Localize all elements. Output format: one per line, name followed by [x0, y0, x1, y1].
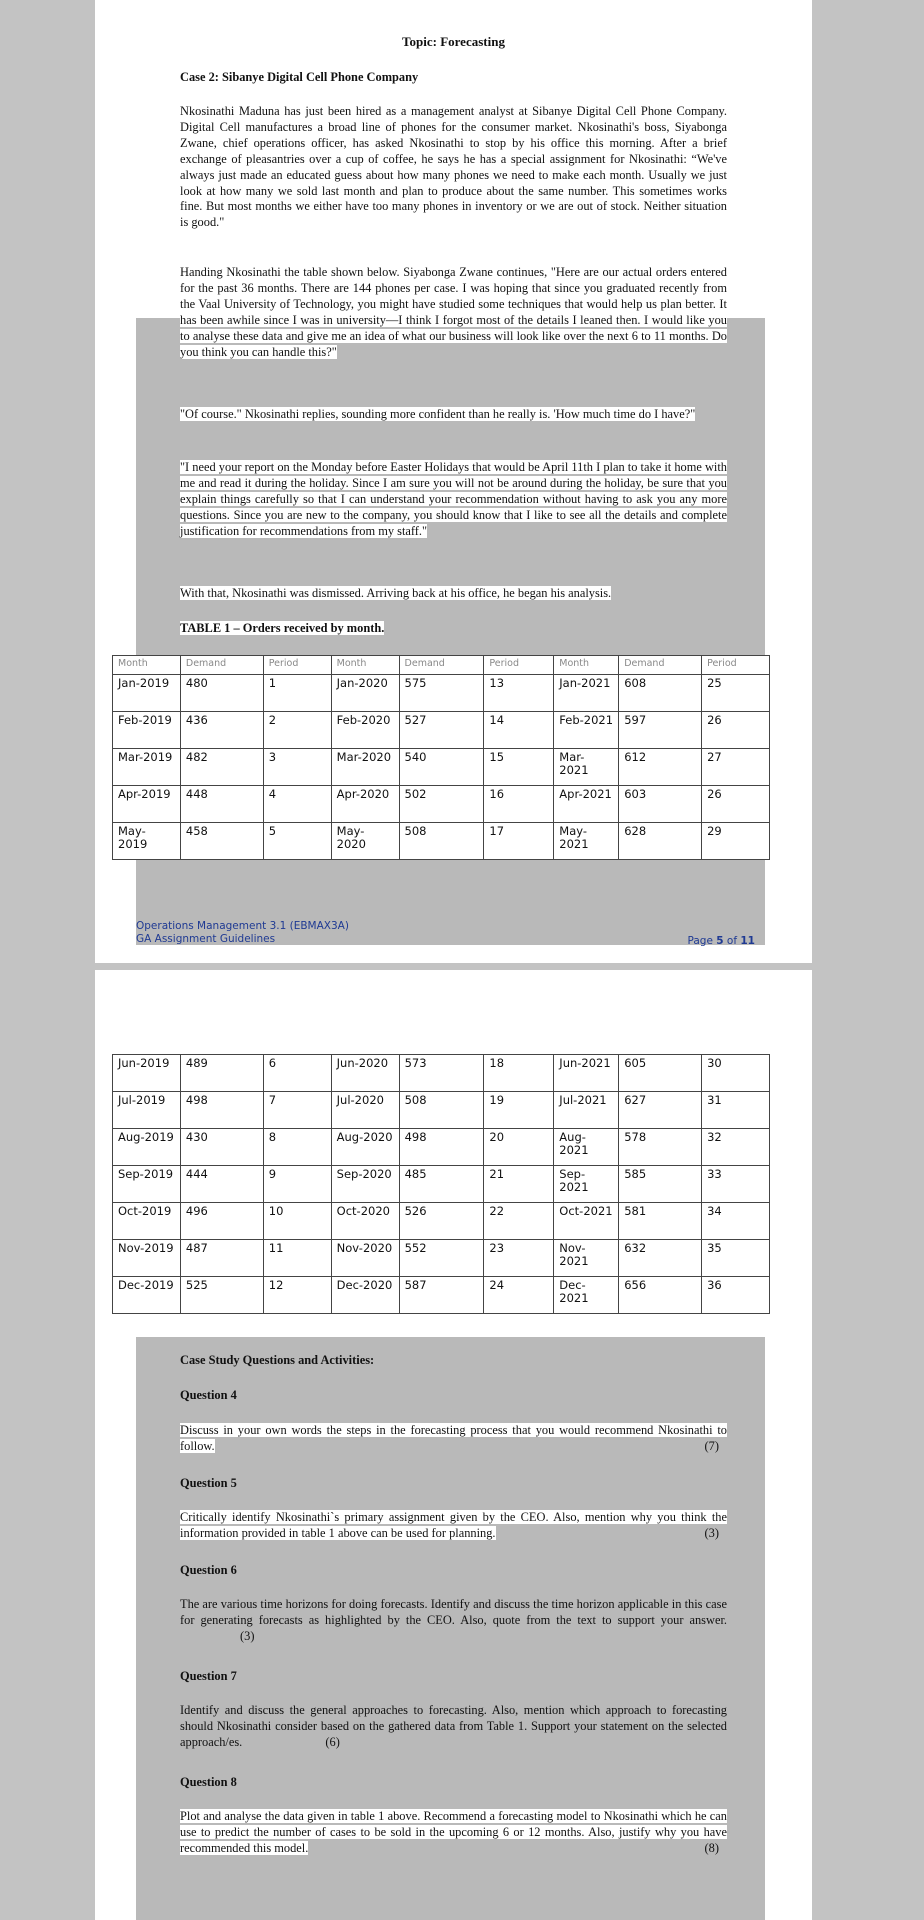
table-cell: 578	[619, 1129, 702, 1166]
document-page-1	[95, 0, 812, 963]
table-cell: May-2021	[554, 823, 619, 860]
question-6-body	[180, 1597, 727, 1645]
footer-page-number	[687, 935, 755, 948]
header-period: Period	[702, 656, 770, 675]
table-cell: Sep-2021	[554, 1166, 619, 1203]
table-cell: 482	[180, 749, 263, 786]
table-cell: 508	[399, 1092, 484, 1129]
table-cell: Jan-2020	[331, 675, 399, 712]
table-cell: Jun-2020	[331, 1055, 399, 1092]
table-cell: 9	[263, 1166, 331, 1203]
table-cell: 2	[263, 712, 331, 749]
table-cell: Mar-2019	[113, 749, 181, 786]
table-cell: 489	[180, 1055, 263, 1092]
table-cell: 13	[484, 675, 554, 712]
table-cell: 1	[263, 675, 331, 712]
table-cell: Jun-2019	[113, 1055, 181, 1092]
table-cell: 23	[484, 1240, 554, 1277]
table-cell: Aug-2020	[331, 1129, 399, 1166]
document-page-2	[95, 970, 812, 1920]
table-cell: Dec-2020	[331, 1277, 399, 1314]
table-cell: 575	[399, 675, 484, 712]
table-cell: 608	[619, 675, 702, 712]
question-5-title: Question 5	[180, 1476, 237, 1490]
table-cell: 26	[702, 786, 770, 823]
case-title: Case 2: Sibanye Digital Cell Phone Company	[180, 70, 419, 84]
table-cell: 3	[263, 749, 331, 786]
question-4-title: Question 4	[180, 1388, 237, 1402]
table-cell: 11	[263, 1240, 331, 1277]
table-cell: 19	[484, 1092, 554, 1129]
table-cell: Jul-2020	[331, 1092, 399, 1129]
table-cell: 6	[263, 1055, 331, 1092]
table-cell: 436	[180, 712, 263, 749]
table-cell: 597	[619, 712, 702, 749]
table-cell: 448	[180, 786, 263, 823]
table-cell: Aug-2019	[113, 1129, 181, 1166]
question-text: Critically identify Nkosinathi`s primary assignment given by the CEO. Also, mention why you think the information provided in table 1 above can be used for planning. (3)	[180, 1510, 727, 1540]
question-7-body	[180, 1703, 727, 1751]
table-cell: 7	[263, 1092, 331, 1129]
questions-heading: Case Study Questions and Activities:	[180, 1353, 375, 1367]
table-cell: 35	[702, 1240, 770, 1277]
table-cell: Dec-2019	[113, 1277, 181, 1314]
table-cell: 30	[702, 1055, 770, 1092]
table-cell: 18	[484, 1055, 554, 1092]
table-row	[113, 1166, 770, 1203]
question-marks: (7)	[704, 1438, 719, 1453]
table-cell: 526	[399, 1203, 484, 1240]
table-cell: 12	[263, 1277, 331, 1314]
table-cell: 552	[399, 1240, 484, 1277]
question-text: Plot and analyse the data given in table 1 above. Recommend a forecasting model to Nkosinathi which he can use to predict the number of cases to be sold in the upcoming 6 or 12 months. Also, justify why you have recommended this model. (8)	[180, 1809, 727, 1855]
table-cell: 16	[484, 786, 554, 823]
question-text: Identify and discuss the general approaches to forecasting. Also, mention which approach to forecasting should Nkosinathi consider based on the gathered data from Table 1. Support your statement on the selected approach/es.	[180, 1703, 727, 1749]
table-cell: 508	[399, 823, 484, 860]
table-cell: 444	[180, 1166, 263, 1203]
table-cell: Nov-2020	[331, 1240, 399, 1277]
question-text: Discuss in your own words the steps in the forecasting process that you would recommend Nkosinathi to follow. (7)	[180, 1423, 727, 1453]
table-title-text: TABLE 1 – Orders received by month.	[180, 621, 385, 635]
table-cell: 605	[619, 1055, 702, 1092]
table-cell: 487	[180, 1240, 263, 1277]
table-row	[113, 1203, 770, 1240]
table-row	[113, 1240, 770, 1277]
header-month: Month	[113, 656, 181, 675]
table-cell: 458	[180, 823, 263, 860]
question-7-title: Question 7	[180, 1669, 237, 1683]
question-8-body	[180, 1809, 727, 1857]
table-cell: 22	[484, 1203, 554, 1240]
footer-course: Operations Management 3.1 (EBMAX3A)	[136, 920, 349, 932]
table-row	[113, 823, 770, 860]
paragraph-text: Nkosinathi Maduna has just been hired as a management analyst at Sibanye Digital Cell Phone Company. Digital Cell manufactures a broad line of phones for the consumer market. Nkosinathi's boss, Siyabonga Zwane, chief operations officer, has asked Nkosinathi to stop by his office this morning. After a brief exchange of pleasantries over a cup of coffee, he says he has a special assignment for Nkosinathi: “We've always just made an educated guess about how many phones we need to make each month. Usually we just look at how many we sold last month and plan to produce about the same number. This sometimes works fine. But most months we either have too many phones in inventory or we are out of stock. Neither situation is good."	[180, 104, 727, 230]
table-cell: 656	[619, 1277, 702, 1314]
table-cell: 628	[619, 823, 702, 860]
table-cell: Oct-2021	[554, 1203, 619, 1240]
question-text: The are various time horizons for doing forecasts. Identify and discuss the time horizon applicable in this case for generating forecasts as highlighted by the CEO. Also, quote from the text to support your answer.	[180, 1597, 727, 1627]
table-cell: Feb-2021	[554, 712, 619, 749]
table-cell: 34	[702, 1203, 770, 1240]
table-cell: Jul-2021	[554, 1092, 619, 1129]
table-cell: 15	[484, 749, 554, 786]
table-row	[113, 712, 770, 749]
table-cell: 29	[702, 823, 770, 860]
table-cell: 627	[619, 1092, 702, 1129]
question-4-body	[180, 1423, 727, 1455]
header-period: Period	[263, 656, 331, 675]
table-cell: 498	[180, 1092, 263, 1129]
table-cell: Jul-2019	[113, 1092, 181, 1129]
topic-heading: Topic: Forecasting	[402, 34, 505, 49]
table-cell: 632	[619, 1240, 702, 1277]
page-total: 11	[740, 935, 755, 947]
paragraph-dismissed	[180, 586, 727, 602]
header-month: Month	[331, 656, 399, 675]
table-cell: 581	[619, 1203, 702, 1240]
header-demand: Demand	[619, 656, 702, 675]
table-cell: Mar-2021	[554, 749, 619, 786]
table-cell: Sep-2019	[113, 1166, 181, 1203]
paragraph-text: With that, Nkosinathi was dismissed. Arriving back at his office, he began his analysis.	[180, 586, 612, 600]
table-cell: Aug-2021	[554, 1129, 619, 1166]
table-cell: Apr-2020	[331, 786, 399, 823]
table-cell: 5	[263, 823, 331, 860]
table-cell: 17	[484, 823, 554, 860]
table-row	[113, 786, 770, 823]
page-of-label: of	[726, 935, 738, 947]
table-cell: 585	[619, 1166, 702, 1203]
table-cell: 36	[702, 1277, 770, 1314]
page-current: 5	[716, 935, 724, 947]
table-cell: 430	[180, 1129, 263, 1166]
orders-table-part-1	[112, 655, 770, 860]
header-period: Period	[484, 656, 554, 675]
table-cell: May-2020	[331, 823, 399, 860]
paragraph-text: "Of course." Nkosinathi replies, sounding more confident than he really is. 'How much time do I have?"	[180, 407, 696, 421]
table-cell: 612	[619, 749, 702, 786]
table-cell: 540	[399, 749, 484, 786]
question-5-body	[180, 1510, 727, 1542]
table-cell: 603	[619, 786, 702, 823]
table-cell: Apr-2021	[554, 786, 619, 823]
question-marks: (6)	[325, 1734, 340, 1749]
paragraph-report-request	[180, 460, 727, 540]
table-cell: 4	[263, 786, 331, 823]
table-cell: Feb-2019	[113, 712, 181, 749]
paragraph-handing-table	[180, 265, 727, 360]
table-row	[113, 749, 770, 786]
header-month: Month	[554, 656, 619, 675]
header-demand: Demand	[180, 656, 263, 675]
page-footer	[136, 920, 765, 948]
table-cell: 21	[484, 1166, 554, 1203]
footer-guidelines: GA Assignment Guidelines	[136, 933, 276, 945]
table-cell: 502	[399, 786, 484, 823]
table-cell: 573	[399, 1055, 484, 1092]
paragraph-text: Handing Nkosinathi the table shown below. Siyabonga Zwane continues, "Here are our actual orders entered for the past 36 months. There are 144 phones per case. I was hoping that since you graduated recently from the Vaal University of Technology, you might have studied some techniques that would help us plan better. It has been awhile since I was in university—I think I forgot most of the details I leaned then. I would like you to analyse these data and give me an idea of what our business will look like over the next 6 to 11 months. Do you think you can handle this?"	[180, 265, 727, 359]
table-title	[180, 621, 727, 637]
table-cell: 8	[263, 1129, 331, 1166]
table-header-row	[113, 656, 770, 675]
table-cell: 32	[702, 1129, 770, 1166]
question-marks: (8)	[704, 1840, 719, 1855]
table-cell: 24	[484, 1277, 554, 1314]
question-6-title: Question 6	[180, 1563, 237, 1577]
table-cell: 587	[399, 1277, 484, 1314]
table-cell: 20	[484, 1129, 554, 1166]
table-cell: 27	[702, 749, 770, 786]
table-cell: Feb-2020	[331, 712, 399, 749]
question-8-title: Question 8	[180, 1775, 237, 1789]
orders-table-part-2	[112, 1054, 770, 1314]
table-cell: Jan-2021	[554, 675, 619, 712]
table-cell: May-2019	[113, 823, 181, 860]
table-cell: 10	[263, 1203, 331, 1240]
question-marks: (3)	[240, 1628, 255, 1643]
table-cell: 525	[180, 1277, 263, 1314]
page-label: Page	[687, 935, 713, 947]
table-cell: 14	[484, 712, 554, 749]
table-cell: Oct-2020	[331, 1203, 399, 1240]
table-row	[113, 675, 770, 712]
table-row	[113, 1277, 770, 1314]
table-cell: 31	[702, 1092, 770, 1129]
table-cell: Jun-2021	[554, 1055, 619, 1092]
table-cell: 26	[702, 712, 770, 749]
table-cell: Oct-2019	[113, 1203, 181, 1240]
table-cell: 25	[702, 675, 770, 712]
table-cell: Nov-2019	[113, 1240, 181, 1277]
table-cell: 496	[180, 1203, 263, 1240]
table-cell: Jan-2019	[113, 675, 181, 712]
question-marks: (3)	[704, 1525, 719, 1540]
table-cell: Nov-2021	[554, 1240, 619, 1277]
table-row	[113, 1129, 770, 1166]
table-cell: 33	[702, 1166, 770, 1203]
table-cell: Mar-2020	[331, 749, 399, 786]
table-cell: 498	[399, 1129, 484, 1166]
table-cell: 527	[399, 712, 484, 749]
table-cell: 485	[399, 1166, 484, 1203]
paragraph-reply	[180, 407, 727, 423]
header-demand: Demand	[399, 656, 484, 675]
table-cell: Dec-2021	[554, 1277, 619, 1314]
table-row	[113, 1092, 770, 1129]
paragraph-intro	[180, 104, 727, 231]
table-row	[113, 1055, 770, 1092]
table-cell: Apr-2019	[113, 786, 181, 823]
table-cell: 480	[180, 675, 263, 712]
table-cell: Sep-2020	[331, 1166, 399, 1203]
paragraph-text: "I need your report on the Monday before Easter Holidays that would be April 11th I plan to take it home with me and read it during the holiday. Since I am sure you will not be around during the holiday, be sure that you explain things carefully so that I can understand your recommendation without having to ask you any more questions. Since you are new to the company, you should know that I like to see all the details and complete justification for recommendations from my staff."	[180, 460, 727, 538]
